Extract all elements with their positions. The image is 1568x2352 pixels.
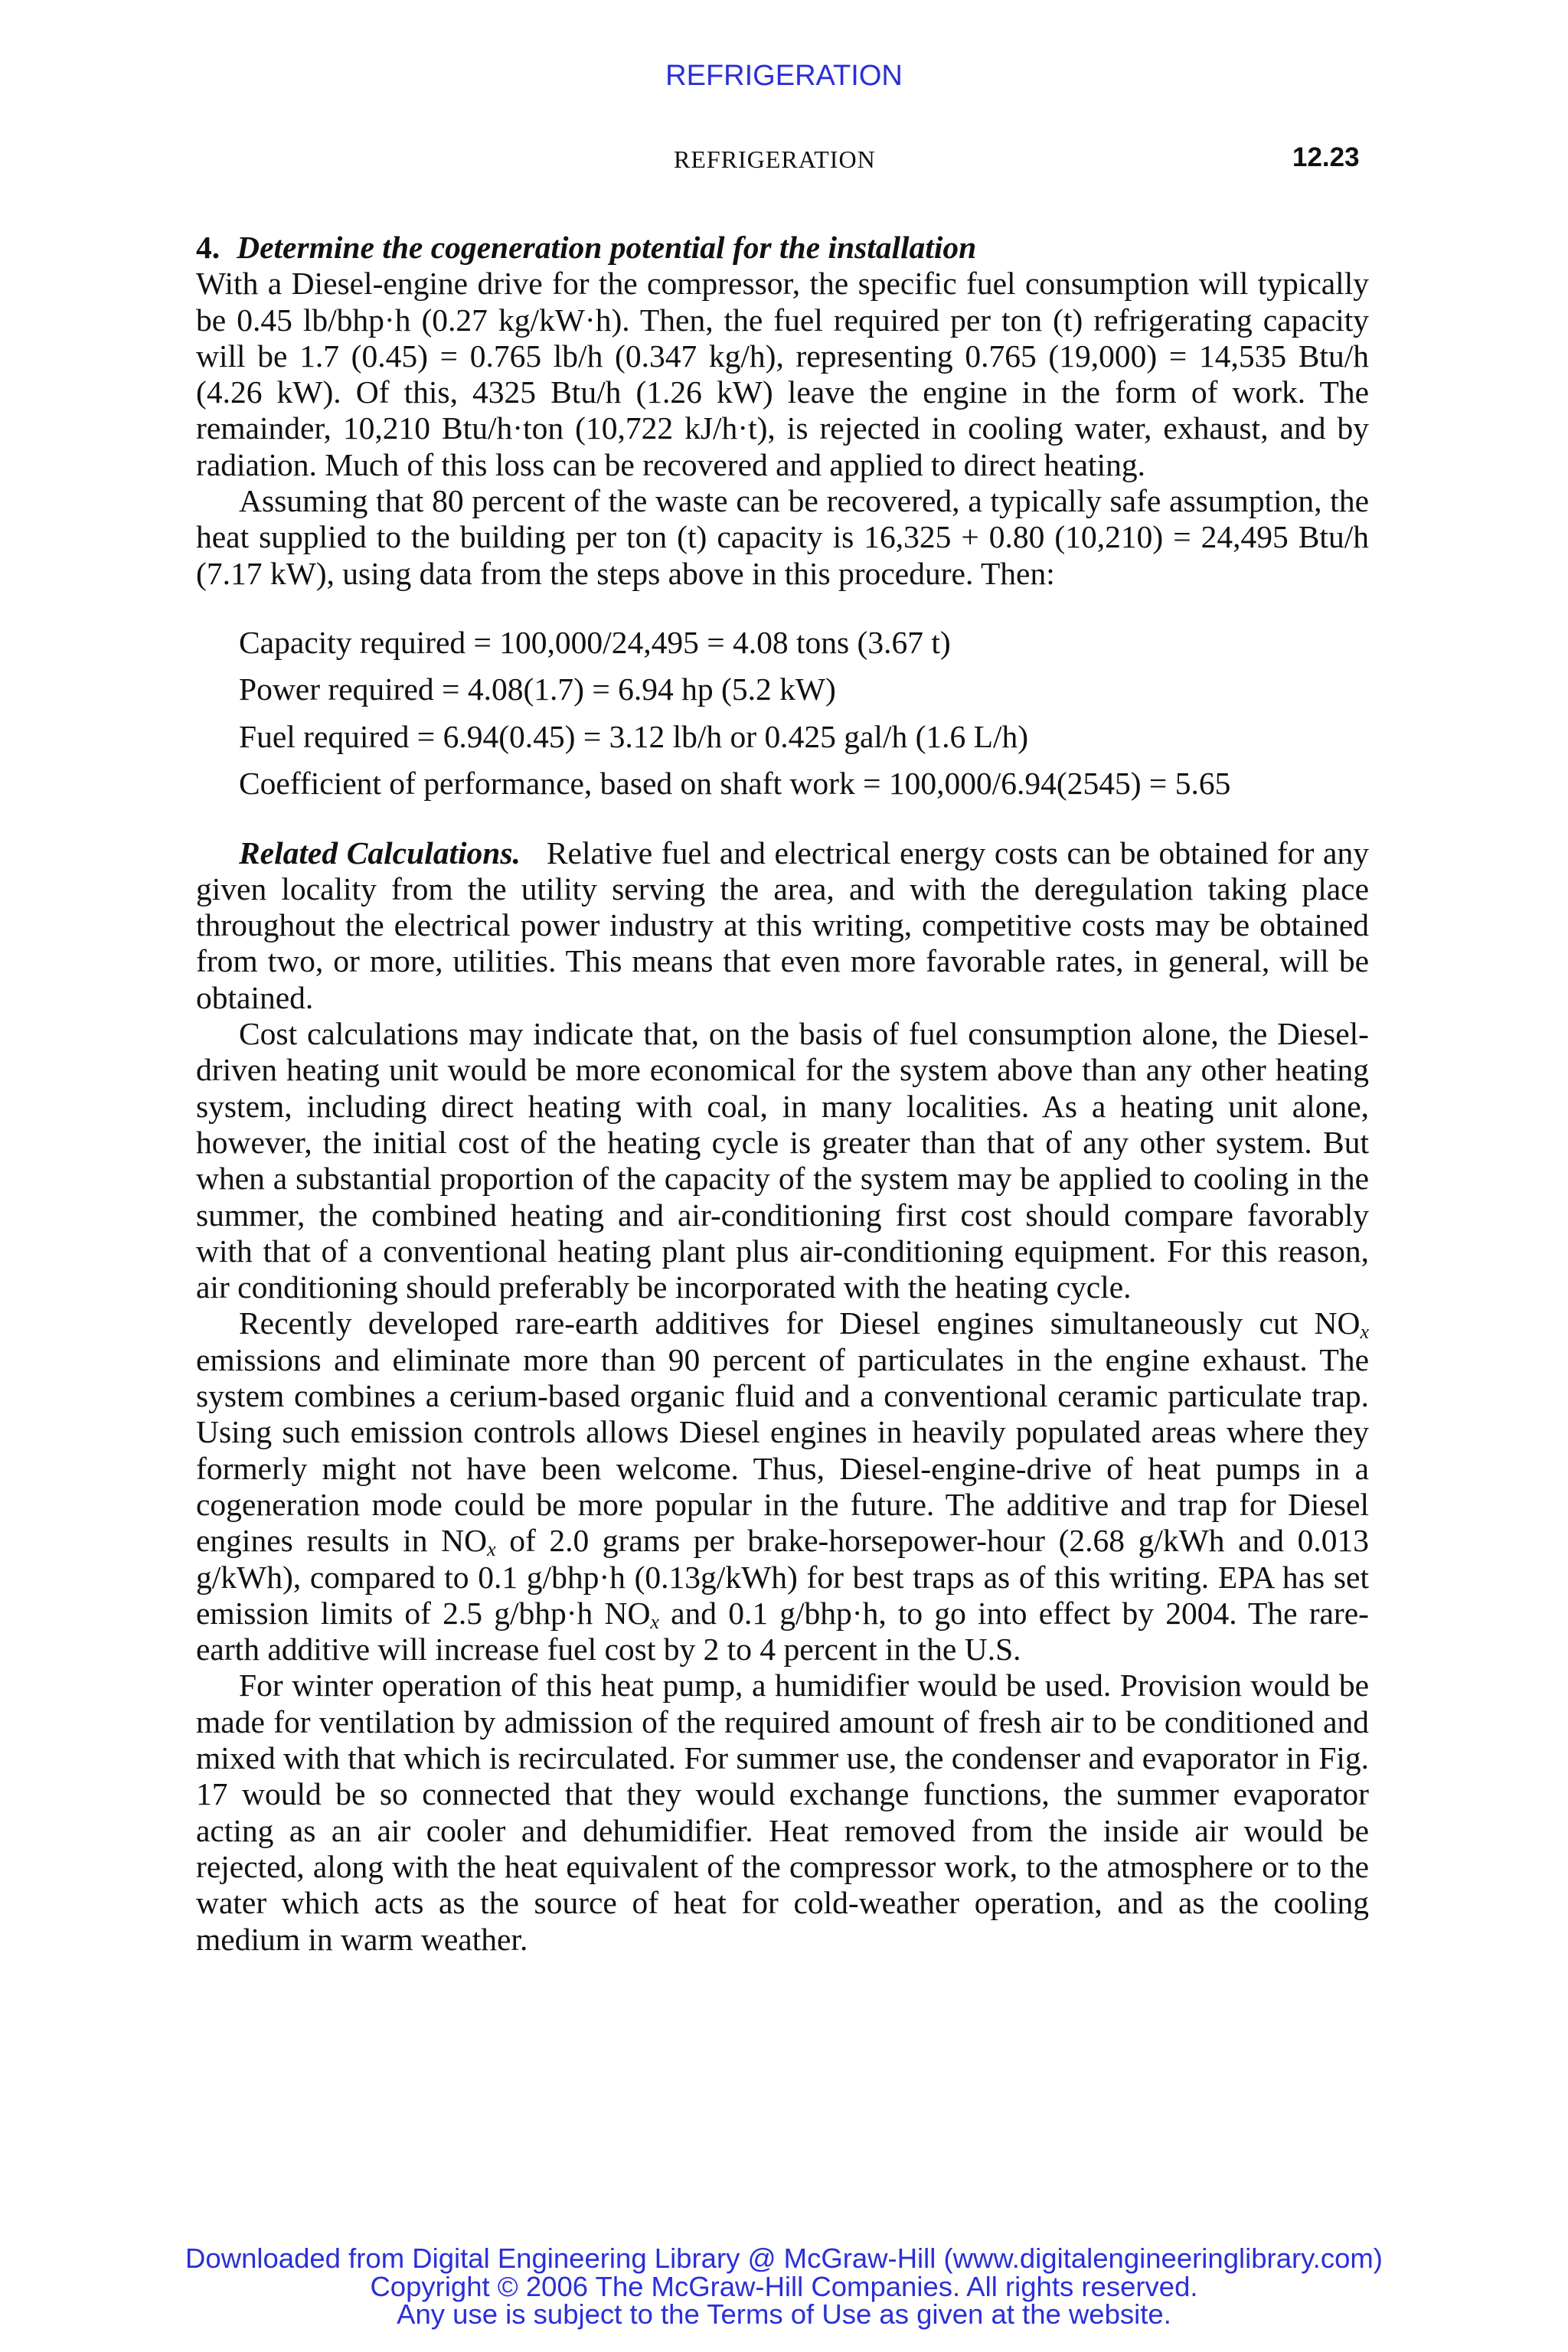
text-segment: Recently developed rare-earth additives for Diesel engines simultaneously cut NO xyxy=(239,1305,1361,1341)
download-footer xyxy=(0,2245,1568,2329)
text-segment: emissions and eliminate more than 90 percent of particulates in the engine exhaust. The system combines a cerium-based organic fluid and a conventional ceramic particulate trap. Using such emission controls allows Diesel engines in heavily populated areas where they formerly might not have been welcome. Thus, Diesel-engine-drive of heat pumps in a cogeneration mode could be more popular in the future. The additive and trap for Diesel engines results in NO xyxy=(196,1341,1369,1559)
related-calculations-heading: Related Calculations. xyxy=(239,835,521,871)
step-title: Determine the cogeneration potential for the installation xyxy=(237,230,977,265)
footer-copyright: Copyright © 2006 The McGraw-Hill Companies. All rights reserved. xyxy=(370,2270,1198,2302)
footer-download-link[interactable]: Downloaded from Digital Engineering Library @ McGraw-Hill (www.digitalengineeringlibrary.com) xyxy=(185,2243,1383,2274)
paragraph-winter-operation: For winter operation of this heat pump, a humidifier would be used. Provision would be made for ventilation by admission of the required amount of fresh air to be conditioned and mixed with that which is recirculated. For summer use, the condenser and evaporator in Fig. 17 would be so connected that they would exchange functions, the summer evaporator acting as an air cooler and dehumidifier. Heat removed from the inside air would be rejected, along with the heat equivalent of the compressor work, to the atmosphere or to the water which acts as the source of heat for cold-weather operation, and as the cooling medium in warm weather. xyxy=(196,1668,1369,1957)
paragraph-cost-calculations: Cost calculations may indicate that, on the basis of fuel consumption alone, the Diesel-driven heating unit would be more economical for the system above than any other heating system, including direct heating with coal, in many localities. As a heating unit alone, however, the initial cost of the heating cycle is greater than that of any other system. But when a substantial proportion of the capacity of the system may be applied to cooling in the summer, the combined heating and air-conditioning first cost should compare favorably with that of a conventional heating plant plus air-conditioning equipment. For this reason, air conditioning should preferably be incorporated with the heating cycle. xyxy=(196,1016,1369,1305)
equation-cop: Coefficient of performance, based on shaft work = 100,000/6.94(2545) = 5.65 xyxy=(239,766,1231,802)
equation-capacity: Capacity required = 100,000/24,495 = 4.08 tons (3.67 t) xyxy=(239,624,951,660)
step-heading xyxy=(196,230,1369,266)
footer-terms[interactable]: Any use is subject to the Terms of Use as given at the website. xyxy=(397,2298,1171,2330)
equation-block xyxy=(239,619,1369,808)
nox-subscript: x xyxy=(650,1610,659,1633)
paragraph-waste-recovery: Assuming that 80 percent of the waste can be recovered, a typically safe assumption, the heat supplied to the building per ton (t) capacity is 16,325 + 0.80 (10,210) = 24,495 Btu/h (7.17 kW), using data from the steps above in this procedure. Then: xyxy=(196,483,1369,591)
equation-power: Power required = 4.08(1.7) = 6.94 hp (5.2 kW) xyxy=(239,671,836,707)
nox-subscript: x xyxy=(487,1538,496,1561)
equation-fuel: Fuel required = 6.94(0.45) = 3.12 lb/h or 0.425 gal/h (1.6 L/h) xyxy=(239,718,1029,754)
nox-subscript: x xyxy=(1360,1321,1369,1344)
text-segment: and 0.1 g/bhp·h, to go into effect by 2004. The rare-earth additive will increase fuel cost by 2 to 4 percent in the U.S. xyxy=(196,1595,1369,1668)
page-body xyxy=(196,230,1369,1958)
paragraph-rare-earth-additives xyxy=(196,1305,1369,1668)
paragraph-fuel-consumption: With a Diesel-engine drive for the compressor, the specific fuel consumption will typically be 0.45 lb/bhp·h (0.27 kg/kW·h). Then, the fuel required per ton (t) refrigerating capacity will be 1.7 (0.45) = 0.765 lb/h (0.347 kg/h), representing 0.765 (19,000) = 14,535 Btu/h (4.26 kW). Of this, 4325 Btu/h (1.26 kW) leave the engine in the form of work. The remainder, 10,210 Btu/h·ton (10,722 kJ/h·t), is rejected in cooling water, exhaust, and by radiation. Much of this loss can be recovered and applied to direct heating. xyxy=(196,266,1369,482)
running-title: REFRIGERATION xyxy=(674,145,876,173)
text-segment: of 2.0 grams per brake-horsepower-hour (2.68 g/kWh and 0.013 g/kWh), compared to 0.1 g/bhp·h (0.13g/kWh) for best traps as of this writing. EPA has set emission limits of 2.5 g/bhp·h NO xyxy=(196,1523,1369,1631)
paragraph-related-calculations xyxy=(196,835,1369,1016)
chapter-link[interactable]: REFRIGERATION xyxy=(665,60,903,92)
related-calculations-text: Relative fuel and electrical energy costs can be obtained for any given locality from the utility serving the area, and with the deregulation taking place throughout the electrical power industry at this writing, competitive costs may be obtained from two, or more, utilities. This means that even more favorable rates, in general, will be obtained. xyxy=(196,835,1369,1015)
step-number: 4. xyxy=(196,230,220,265)
page-number: 12.23 xyxy=(1292,142,1360,172)
